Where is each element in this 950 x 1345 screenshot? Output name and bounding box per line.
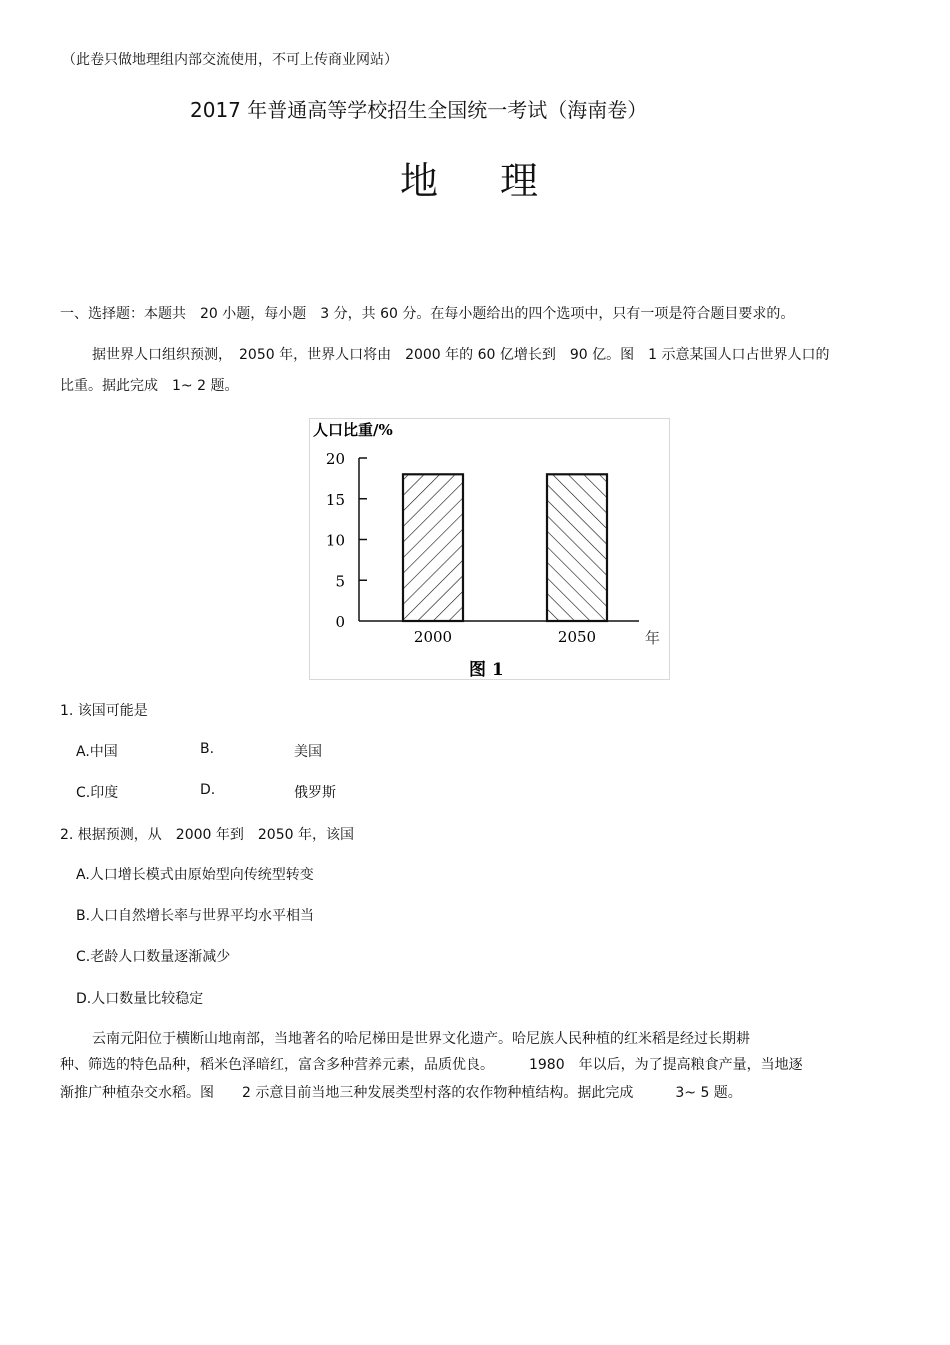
exam-title: 2017 年普通高等学校招生全国统一考试（海南卷） xyxy=(190,98,648,122)
q1-option-d-text: 俄罗斯 xyxy=(294,785,336,801)
option-text: 老龄人口数量逐渐减少 xyxy=(90,949,231,965)
q1-option-d-letter: D. xyxy=(200,782,216,798)
q2-option-a xyxy=(76,864,314,884)
section-heading: 一、选择题：本题共 20 小题，每小题 3 分，共 60 分。在每小题给出的四个选项中，只有一项是符合题目要求的。 xyxy=(60,306,795,322)
figure-caption: 图 1 xyxy=(469,660,504,680)
option-letter: A. xyxy=(76,867,90,883)
option-text: 人口数量比较稳定 xyxy=(91,991,204,1007)
q2-option-c xyxy=(76,946,230,966)
q1-option-b-text: 美国 xyxy=(294,744,322,760)
option-letter: B. xyxy=(76,908,91,924)
x-axis-unit: 年 xyxy=(645,629,661,647)
exam-note: （此卷只做地理组内部交流使用，不可上传商业网站） xyxy=(62,52,398,68)
y-tick-label: 15 xyxy=(325,490,345,509)
y-axis-title: 人口比重/% xyxy=(313,421,393,439)
bar-2050 xyxy=(547,474,607,621)
option-text: 印度 xyxy=(90,785,119,801)
population-share-chart xyxy=(309,418,670,680)
intro-line-1: 据世界人口组织预测， 2050 年，世界人口将由 2000 年的 60 亿增长到 90 亿。图 1 示意某国人口占世界人口的 xyxy=(92,347,830,363)
x-tick-label: 2000 xyxy=(413,628,453,646)
option-letter: A. xyxy=(76,744,90,760)
q1-option-a xyxy=(76,741,118,761)
option-letter: C. xyxy=(76,949,91,965)
question-2-stem: 2. 根据预测，从 2000 年到 2050 年，该国 xyxy=(60,827,354,843)
passage-line-2: 种、筛选的特色品种，稻米色泽暗红，富含多种营养元素，品质优良。 1980 年以后，为了提高粮食产量，当地逐 xyxy=(60,1057,803,1073)
x-tick-labels xyxy=(414,628,596,646)
option-letter: D. xyxy=(76,991,92,1007)
option-text: 人口增长模式由原始型向传统型转变 xyxy=(89,867,314,883)
y-tick-label: 0 xyxy=(335,613,345,631)
y-ticks xyxy=(326,450,367,631)
q2-option-b xyxy=(76,905,314,925)
y-tick-label: 10 xyxy=(325,531,345,550)
subject-char-1: 地 xyxy=(400,159,441,203)
option-text: 人口自然增长率与世界平均水平相当 xyxy=(90,908,315,924)
q2-option-d xyxy=(76,988,203,1008)
subject-char-2: 理 xyxy=(500,159,541,203)
bars xyxy=(403,474,607,621)
intro-line-2: 比重。据此完成 1~ 2 题。 xyxy=(60,378,239,394)
q1-option-b-letter: B. xyxy=(200,741,215,757)
y-tick-label: 20 xyxy=(325,450,345,468)
question-1-stem: 1. 该国可能是 xyxy=(60,703,148,719)
option-text: 中国 xyxy=(89,744,118,760)
q1-option-c xyxy=(76,782,118,802)
bar-2000 xyxy=(403,474,463,621)
option-letter: C. xyxy=(76,785,91,801)
passage-line-3: 渐推广种植杂交水稻。图 2 示意目前当地三种发展类型村落的农作物种植结构。据此完成 3~ 5 题。 xyxy=(60,1085,742,1101)
y-tick-label: 5 xyxy=(335,572,345,591)
passage-line-1: 云南元阳位于横断山地南部，当地著名的哈尼梯田是世界文化遗产。哈尼族人民种植的红米稻是经过长期耕 xyxy=(92,1031,750,1047)
subject-title xyxy=(400,150,600,205)
x-tick-label: 2050 xyxy=(557,628,597,646)
